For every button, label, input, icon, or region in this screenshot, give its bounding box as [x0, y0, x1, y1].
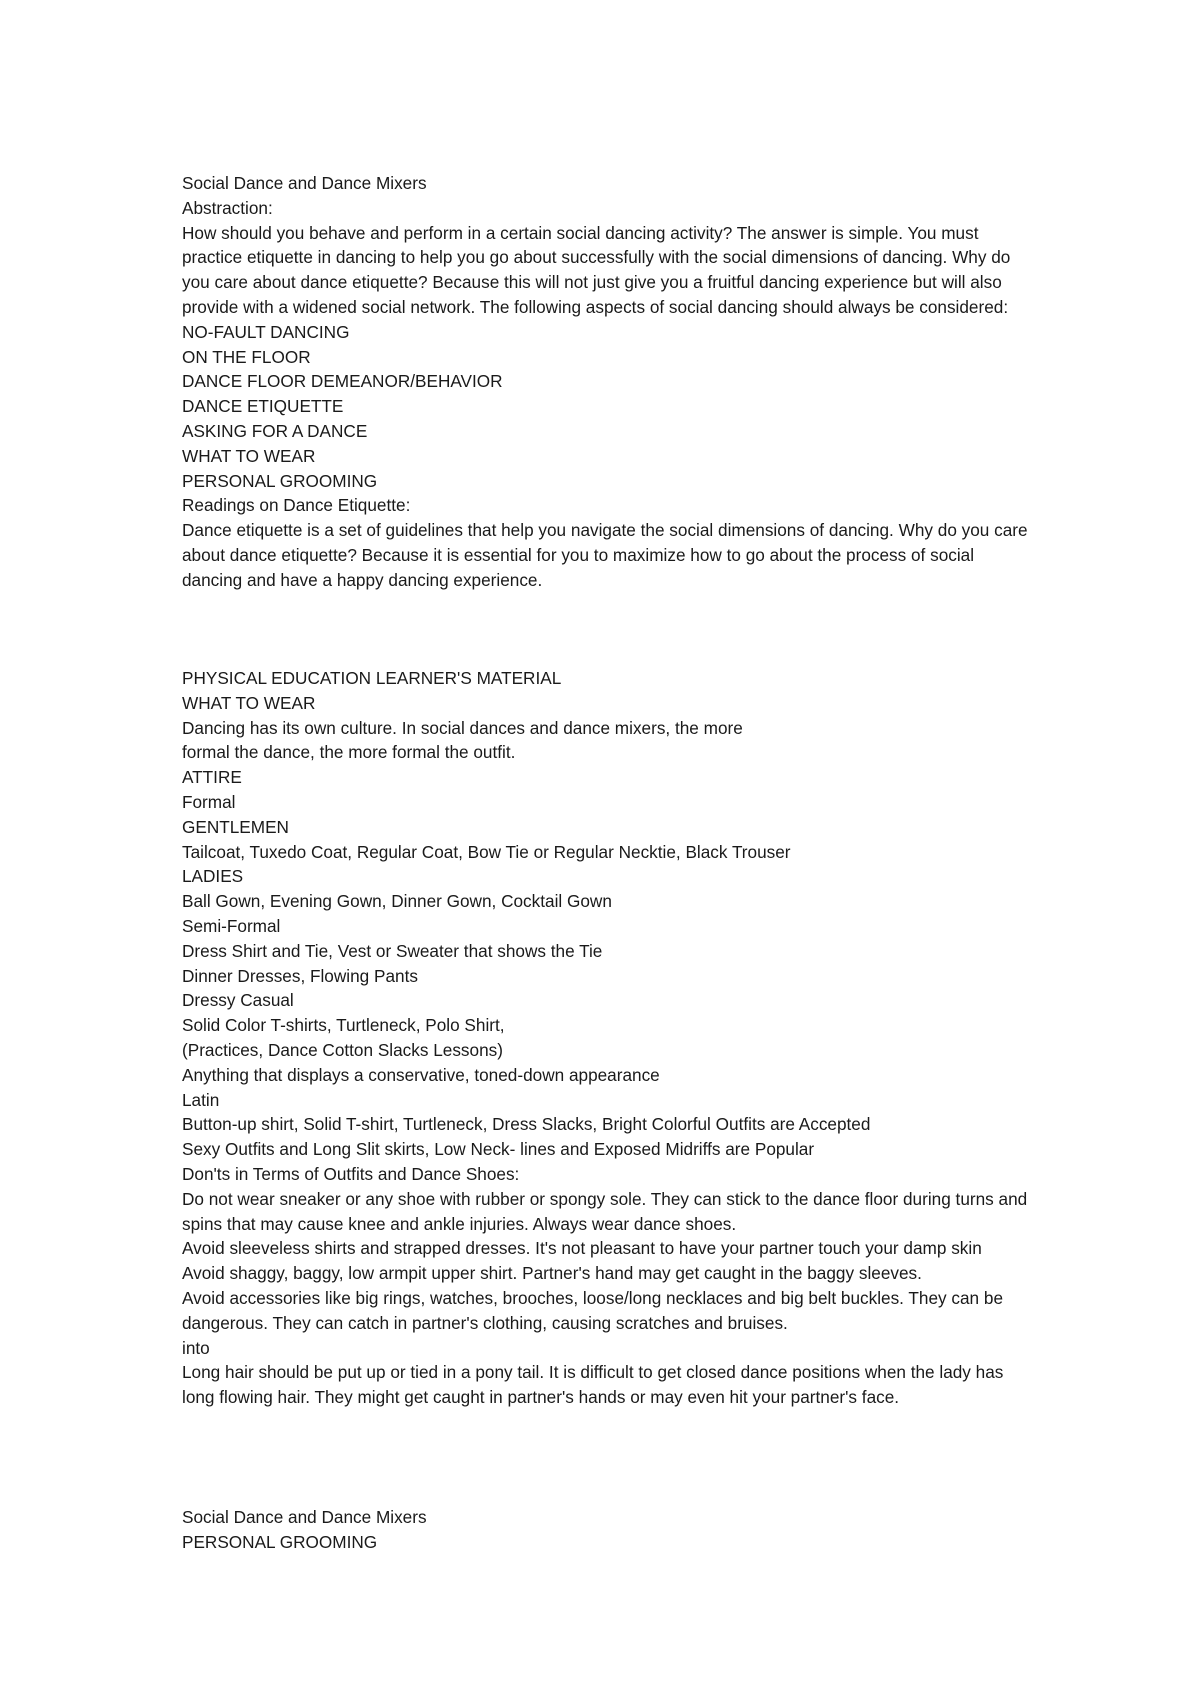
- readings-paragraph: Dance etiquette is a set of guidelines that help you navigate the social dimensions of dancing. Why do you care about dance etiquette? Because it is essential for you to maximize how to go about the process of social dancing and have a happy dancing experience.: [182, 520, 1033, 590]
- attire-heading: ATTIRE: [182, 767, 242, 788]
- dressy-casual-line: Anything that displays a conservative, toned-down appearance: [182, 1064, 660, 1085]
- formal-label: Formal: [182, 791, 236, 812]
- personal-grooming-heading: PERSONAL GROOMING: [182, 1531, 378, 1552]
- donts-item: Avoid sleeveless shirts and strapped dresses. It's not pleasant to have your partner touch your damp skin: [182, 1238, 982, 1259]
- section-what-to-wear: [182, 666, 1032, 1410]
- donts-item: Avoid accessories like big rings, watches, brooches, loose/long necklaces and big belt buckles. They can be dangerous. They can catch in partner's clothing, causing scratches and bruises.: [182, 1287, 1008, 1333]
- semi-formal-label: Semi-Formal: [182, 915, 281, 936]
- aspect-item: PERSONAL GROOMING: [182, 470, 378, 491]
- semi-formal-ladies-attire: Dinner Dresses, Flowing Pants: [182, 965, 418, 986]
- donts-item: Avoid shaggy, baggy, low armpit upper shirt. Partner's hand may get caught in the baggy sleeves.: [182, 1263, 922, 1284]
- aspect-item: DANCE FLOOR DEMEANOR/BEHAVIOR: [182, 371, 503, 392]
- intro-line: formal the dance, the more formal the outfit.: [182, 742, 516, 763]
- dressy-casual-line: (Practices, Dance Cotton Slacks Lessons): [182, 1039, 503, 1060]
- aspect-item: NO-FAULT DANCING: [182, 321, 350, 342]
- section-title: Social Dance and Dance Mixers: [182, 1507, 427, 1527]
- semi-formal-gentlemen-attire: Dress Shirt and Tie, Vest or Sweater that shows the Tie: [182, 940, 603, 961]
- ladies-label: LADIES: [182, 866, 244, 887]
- material-header: PHYSICAL EDUCATION LEARNER'S MATERIAL: [182, 668, 562, 688]
- what-to-wear-heading: WHAT TO WEAR: [182, 692, 316, 713]
- aspect-item: ON THE FLOOR: [182, 346, 311, 367]
- latin-line: Sexy Outfits and Long Slit skirts, Low Neck- lines and Exposed Midriffs are Popular: [182, 1139, 815, 1160]
- gentlemen-formal-attire: Tailcoat, Tuxedo Coat, Regular Coat, Bow Tie or Regular Necktie, Black Trouser: [182, 841, 791, 862]
- document-title: Social Dance and Dance Mixers: [182, 173, 427, 193]
- dressy-casual-line: Solid Color T-shirts, Turtleneck, Polo Shirt,: [182, 1015, 505, 1036]
- aspect-item: DANCE ETIQUETTE: [182, 396, 344, 417]
- abstraction-paragraph: How should you behave and perform in a certain social dancing activity? The answer is simple. You must practice etiquette in dancing to help you go about successfully with the social dimensions of dancing. Why do you care about dance etiquette? Because this will not just give you a fruitful dancing experience but will also provide with a widened social network. The following aspects of social dancing should always be considered:: [182, 222, 1016, 317]
- donts-heading: Don'ts in Terms of Outfits and Dance Shoes:: [182, 1163, 520, 1184]
- intro-line: Dancing has its own culture. In social dances and dance mixers, the more: [182, 717, 743, 738]
- donts-item: Long hair should be put up or tied in a pony tail. It is difficult to get closed dance positions when the lady has long flowing hair. They might get caught in partner's hands or may even hit your partner's face.: [182, 1362, 1009, 1408]
- latin-line: Button-up shirt, Solid T-shirt, Turtleneck, Dress Slacks, Bright Colorful Outfits are Accepted: [182, 1114, 871, 1135]
- latin-label: Latin: [182, 1089, 220, 1110]
- readings-heading: Readings on Dance Etiquette:: [182, 495, 411, 516]
- donts-item: Do not wear sneaker or any shoe with rubber or spongy sole. They can stick to the dance floor during turns and spins that may cause knee and ankle injuries. Always wear dance shoes.: [182, 1188, 1032, 1234]
- ladies-formal-attire: Ball Gown, Evening Gown, Dinner Gown, Cocktail Gown: [182, 891, 612, 912]
- dressy-casual-label: Dressy Casual: [182, 990, 294, 1011]
- section-personal-grooming: [182, 1505, 1032, 1555]
- aspect-item: WHAT TO WEAR: [182, 445, 316, 466]
- abstraction-heading: Abstraction:: [182, 197, 273, 218]
- gentlemen-label: GENTLEMEN: [182, 816, 289, 837]
- aspect-item: ASKING FOR A DANCE: [182, 420, 368, 441]
- section-abstraction: [182, 171, 1032, 593]
- stray-text: into: [182, 1337, 210, 1358]
